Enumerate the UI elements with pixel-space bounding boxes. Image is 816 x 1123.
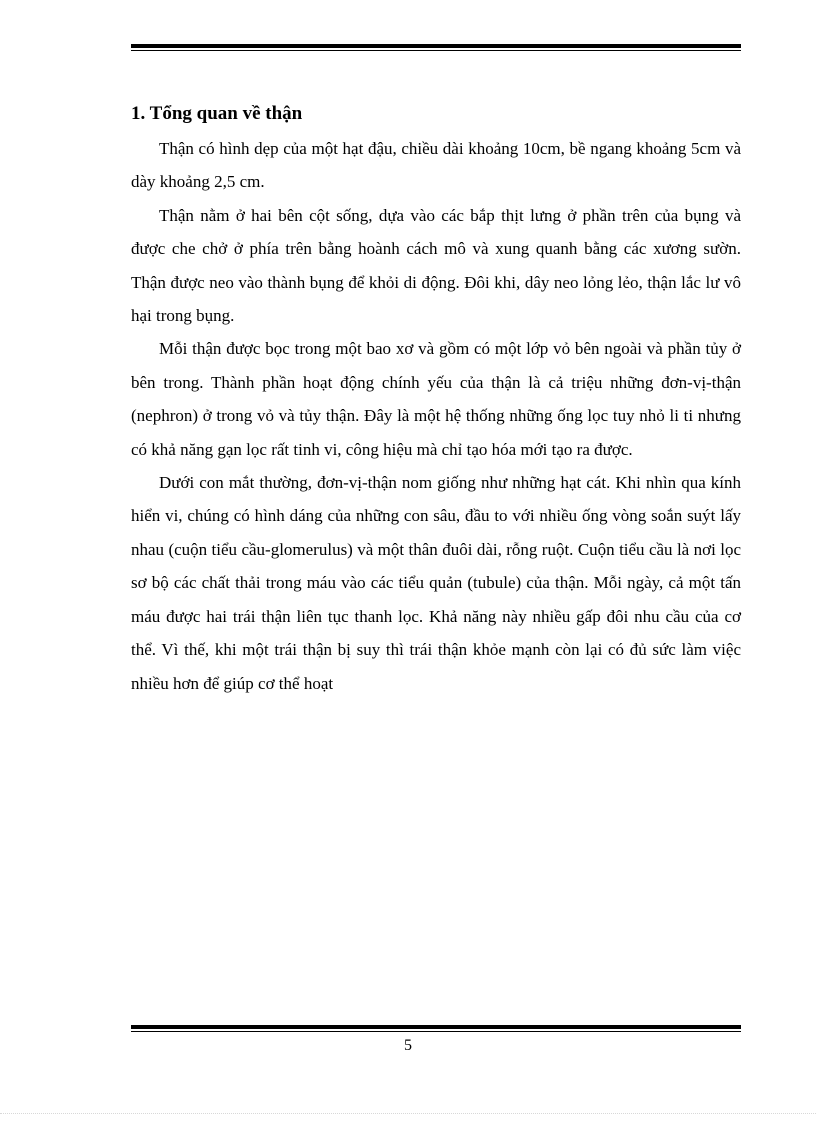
page-edge-divider <box>0 1113 816 1114</box>
paragraph-2: Thận nằm ở hai bên cột sống, dựa vào các bắp thịt lưng ở phần trên của bụng và được che chở ở phía trên bằng hoành cách mô và xung quanh bằng các xương sườn. Thận được neo vào thành bụng để khỏi di động. Đôi khi, dây neo lỏng lẻo, thận lắc lư vô hại trong bụng. <box>131 205 741 326</box>
page-number: 5 <box>404 1037 412 1054</box>
footer-rule-thick-line <box>131 1025 741 1029</box>
footer-rule <box>131 1025 741 1032</box>
section-heading: 1. Tổng quan về thận <box>131 103 303 124</box>
header-rule <box>131 44 741 51</box>
page-body <box>131 98 741 700</box>
header-rule-thin-line <box>131 50 741 51</box>
header-rule-thick-line <box>131 44 741 48</box>
paragraph-1: Thận có hình dẹp của một hạt đậu, chiều dài khoảng 10cm, bề ngang khoảng 5cm và dày khoảng 2,5 cm. <box>131 139 741 192</box>
footer-rule-thin-line <box>131 1031 741 1032</box>
paragraph-4: Dưới con mắt thường, đơn-vị-thận nom giống như những hạt cát. Khi nhìn qua kính hiển vi, chúng có hình dáng của những con sâu, đầu to với nhiều ống vòng soắn suýt lấy nhau (cuộn tiểu cầu-glomerulus) và một thân đuôi dài, rỗng ruột. Cuộn tiểu cầu là nơi lọc sơ bộ các chất thải trong máu vào các tiểu quản (tubule) của thận. Mỗi ngày, cả một tấn máu được hai trái thận liên tục thanh lọc. Khả năng này nhiều gấp đôi nhu cầu của cơ thể. Vì thế, khi một trái thận bị suy thì trái thận khỏe mạnh còn lại có đủ sức làm việc nhiều hơn để giúp cơ thể hoạt <box>131 473 741 693</box>
paragraph-3: Mỗi thận được bọc trong một bao xơ và gồm có một lớp vỏ bên ngoài và phần tủy ở bên trong. Thành phần hoạt động chính yếu của thận là cả triệu những đơn-vị-thận (nephron) ở trong vỏ và tủy thận. Đây là một hệ thống những ống lọc tuy nhỏ li ti nhưng có khả năng gạn lọc rất tinh vi, công hiệu mà chỉ tạo hóa mới tạo ra được. <box>131 339 741 459</box>
